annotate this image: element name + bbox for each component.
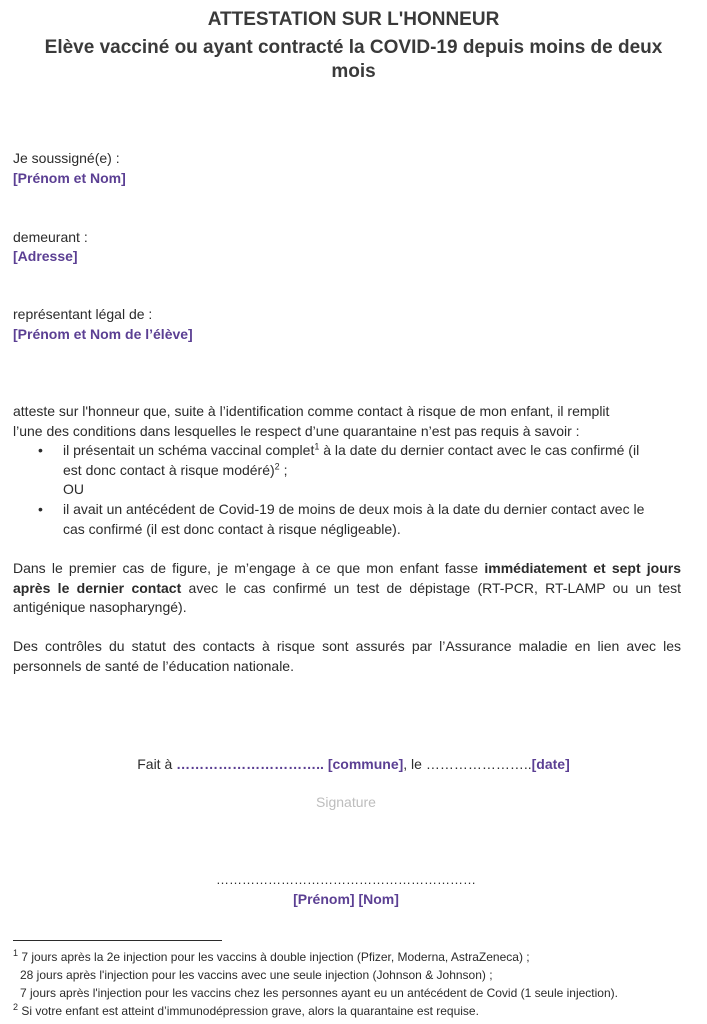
fn2-text: Si votre enfant est atteint d’immunodépression grave, alors la quarantaine est requise. — [18, 1004, 479, 1018]
footnote-1-line-1 — [13, 949, 530, 967]
condition-item-2 — [63, 500, 681, 539]
commune-placeholder: [commune] — [327, 756, 404, 772]
p2-text-a: Dans le premier cas de figure, je m’engage à ce que mon enfant fasse — [13, 560, 485, 576]
item1-end: ; — [279, 461, 288, 478]
item1-text-a: il présentait un schéma vaccinal complet — [63, 442, 315, 458]
bullet-2: • — [38, 501, 43, 517]
footnote-1-mark: 1 — [13, 948, 19, 958]
signatory-name-placeholder: [Prénom] [Nom] — [293, 891, 399, 907]
or-separator: OU — [63, 481, 84, 497]
p2-bold: immédiatement et sept jours après le dernier contact — [13, 560, 681, 596]
subtitle-line-1: Elève vacciné ou ayant contracté la COVID-19 depuis moins de deux — [44, 37, 663, 58]
footnote-separator — [13, 940, 222, 941]
representant-label: représentant légal de : — [13, 306, 153, 322]
commitment-paragraph — [13, 559, 681, 618]
address-placeholder: [Adresse] — [13, 248, 78, 264]
item2-line-1: il avait un antécédent de Covid-19 de moins de deux mois à la date du dernier contact avec le — [63, 501, 645, 517]
footnote-ref-2: 2 — [274, 460, 280, 471]
signature-label: Signature — [316, 794, 376, 810]
document-title: ATTESTATION SUR L'HONNEUR — [207, 9, 500, 30]
fn1-text-1: 7 jours après la 2e injection pour les vaccins à double injection (Pfizer, Moderna, AstraZeneca) ; — [18, 950, 530, 964]
attestation-intro — [13, 402, 681, 441]
condition-item-1 — [63, 441, 681, 480]
date-dots: ………………….. — [425, 756, 532, 772]
document-subtitle — [20, 36, 687, 84]
footnote-ref-1: 1 — [314, 441, 320, 452]
intro-line-2: l’une des conditions dans lesquelles le respect d’une quarantaine n’est pas requis à savoir : — [13, 422, 580, 439]
student-name-placeholder: [Prénom et Nom de l’élève] — [13, 326, 193, 342]
demeurant-label: demeurant : — [13, 229, 88, 245]
intro-line-1: atteste sur l'honneur que, suite à l’identification comme contact à risque de mon enfant, il remplit — [13, 403, 610, 419]
footnote-2-mark: 2 — [13, 1002, 19, 1012]
soussigne-placeholder: [Prénom et Nom] — [13, 170, 126, 186]
soussigne-label: Je soussigné(e) : — [13, 150, 120, 166]
bullet-1: • — [38, 442, 43, 458]
fait-a-label: Fait à — [137, 756, 177, 772]
item1-text-b: à la date du dernier contact avec le cas confirmé (il — [319, 442, 640, 458]
footnote-1-line-2: 28 jours après l'injection pour les vaccins avec une seule injection (Johnson & Johnson) ; — [20, 968, 493, 982]
footnote-2 — [13, 1003, 479, 1021]
item1-line2: est donc contact à risque modéré) — [63, 461, 275, 478]
item2-line-2: cas confirmé (il est donc contact à risque négligeable). — [63, 520, 401, 537]
le-label: , le — [403, 756, 426, 772]
signature-line: …………………………………………………… — [216, 872, 476, 887]
date-placeholder: [date] — [531, 756, 570, 772]
controls-paragraph: Des contrôles du statut des contacts à risque sont assurés par l’Assurance maladie en lien avec les personnels de santé de l’éducation nationale. — [13, 638, 681, 674]
subtitle-line-2: mois — [331, 61, 376, 82]
commune-dots: ………………………….. — [176, 756, 328, 772]
place-date-line — [0, 755, 707, 774]
footnote-1-line-3: 7 jours après l'injection pour les vaccins chez les personnes ayant eu un antécédent de Covid (1 seule injection). — [20, 986, 618, 1000]
p2-text-b: avec le cas confirmé un test de dépistage (RT-PCR, RT-LAMP ou un test antigénique nasopharyngé). — [13, 579, 682, 615]
